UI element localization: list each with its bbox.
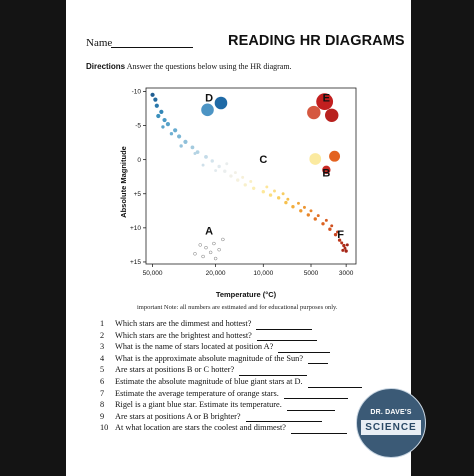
star-point (344, 247, 347, 250)
star-point (291, 205, 294, 208)
question-number: 6 (100, 376, 105, 386)
question-2 (100, 330, 362, 342)
star-point (173, 128, 177, 132)
answer-blank[interactable] (308, 355, 328, 364)
star-point (215, 97, 228, 110)
star-point (307, 213, 310, 216)
star-point (217, 165, 220, 168)
chart-ticks (130, 89, 354, 277)
star-point (340, 241, 343, 244)
star-point (218, 248, 221, 251)
region-label-f: F (337, 229, 345, 242)
x-tick-label: 10,000 (253, 270, 274, 277)
chart-region-labels (205, 93, 344, 241)
star-point (269, 193, 272, 196)
question-8 (100, 399, 362, 411)
star-point (325, 219, 328, 222)
name-label: Name (86, 37, 113, 49)
star-point (282, 192, 285, 195)
star-point (170, 132, 173, 135)
star-point (314, 217, 317, 220)
star-point (310, 209, 313, 212)
question-text: What is the name of stars located at position A? (115, 342, 274, 352)
star-point (265, 185, 268, 188)
region-label-b: B (322, 167, 331, 180)
answer-blank[interactable] (239, 367, 307, 376)
answer-blank[interactable] (257, 332, 317, 341)
dr-daves-science-logo (356, 388, 426, 458)
answer-blank[interactable] (256, 321, 312, 330)
star-point (153, 97, 157, 101)
answer-blank[interactable] (291, 425, 347, 434)
star-point (193, 252, 196, 255)
question-number: 8 (100, 400, 105, 410)
question-number: 9 (100, 411, 105, 421)
question-3 (100, 341, 362, 353)
star-point (307, 106, 320, 119)
star-point (202, 255, 205, 258)
x-tick-label: 5000 (303, 270, 319, 277)
star-point (241, 176, 244, 179)
answer-blank[interactable] (287, 402, 335, 411)
question-text: Which stars are the brightest and hottest? (115, 330, 252, 340)
star-point (244, 183, 247, 186)
y-tick-label: 0 (137, 156, 141, 164)
star-point (159, 110, 163, 114)
x-axis-label: Temperature (°C) (215, 290, 277, 299)
star-point (199, 243, 202, 246)
star-point (155, 104, 159, 108)
logo-word: SCIENCE (361, 420, 421, 435)
star-point (211, 159, 214, 162)
star-point (161, 125, 164, 128)
star-point (191, 145, 195, 149)
question-number: 1 (100, 319, 105, 328)
answer-blank[interactable] (246, 413, 322, 422)
star-point (214, 169, 217, 172)
star-point (321, 222, 324, 225)
question-text: Are stars at positions A or B brighter? (115, 411, 241, 421)
star-point (299, 209, 302, 212)
logo-top-text: DR. DAVE'S (370, 409, 412, 416)
answer-blank[interactable] (308, 379, 362, 388)
question-5 (100, 364, 362, 376)
worksheet (66, 0, 411, 476)
star-point (204, 155, 208, 159)
hr-diagram (66, 0, 411, 315)
answer-blank[interactable] (284, 390, 348, 399)
question-6 (100, 376, 362, 388)
star-point (249, 180, 252, 183)
star-point (277, 196, 280, 199)
y-tick-label: +10 (129, 225, 141, 233)
star-point (317, 214, 320, 217)
star-point (209, 251, 212, 254)
question-text: Are stars at positions B or C hotter? (115, 365, 235, 375)
star-point (214, 257, 217, 260)
question-number: 5 (100, 365, 105, 375)
question-list (100, 318, 362, 434)
star-point (201, 104, 214, 117)
star-point (162, 118, 166, 122)
region-label-d: D (205, 92, 214, 105)
star-point (342, 244, 345, 247)
star-point (193, 152, 196, 155)
question-number: 4 (100, 353, 105, 363)
star-point (325, 109, 338, 122)
star-point (303, 206, 306, 209)
star-point (223, 170, 226, 173)
footnote: important Note: all numbers are estimated and for educational purposes only. (137, 304, 338, 311)
directions-label: Directions (86, 62, 126, 71)
x-tick-label: 50,000 (142, 270, 163, 277)
question-7 (100, 388, 362, 400)
page-title: READING HR DIAGRAMS (228, 33, 405, 49)
star-point (166, 122, 170, 126)
directions-text: Answer the questions below using the HR diagram. (126, 62, 292, 71)
question-text: Estimate the absolute magnitude of blue giant stars at D. (115, 376, 303, 386)
star-point (212, 242, 215, 245)
region-label-c: C (259, 154, 268, 167)
question-text: Rigel is a giant blue star. Estimate its temperature. (115, 400, 282, 410)
question-number: 2 (100, 330, 105, 340)
star-point (297, 202, 300, 205)
question-text: At what location are stars the coolest and dimmest? (115, 423, 286, 433)
star-point (236, 178, 239, 181)
star-point (225, 162, 228, 165)
question-9 (100, 411, 362, 423)
question-10 (100, 422, 362, 434)
star-point (221, 238, 224, 241)
chart-points (150, 93, 348, 260)
star-point (341, 249, 344, 252)
star-point (229, 174, 232, 177)
y-tick-label: -10 (131, 88, 141, 96)
star-point (284, 201, 287, 204)
star-point (202, 164, 205, 167)
star-point (344, 249, 347, 252)
question-text: Estimate the average temperature of orange stars. (115, 388, 279, 398)
star-point (309, 153, 321, 165)
star-point (179, 144, 182, 147)
question-number: 10 (100, 423, 109, 433)
question-1 (100, 318, 362, 330)
star-point (183, 140, 187, 144)
question-text: Which stars are the dimmest and hottest? (115, 319, 252, 328)
star-point (156, 114, 160, 118)
question-number: 3 (100, 342, 105, 352)
star-point (330, 224, 333, 227)
region-label-e: E (322, 92, 331, 105)
y-axis-label: Absolute Magnitude (119, 146, 128, 218)
star-point (177, 134, 181, 138)
region-label-a: A (205, 225, 214, 238)
question-number: 7 (100, 388, 105, 398)
star-point (273, 190, 276, 193)
question-text: What is the approximate absolute magnitude of the Sun? (115, 353, 304, 363)
y-tick-label: +15 (129, 259, 141, 267)
x-tick-label: 3000 (338, 270, 354, 277)
star-point (328, 228, 331, 231)
y-tick-label: +5 (133, 190, 141, 198)
star-point (286, 198, 289, 201)
star-point (346, 243, 349, 246)
star-point (234, 171, 237, 174)
star-point (252, 187, 255, 190)
question-4 (100, 353, 362, 365)
answer-blank[interactable] (278, 344, 330, 353)
star-point (205, 246, 208, 249)
star-point (150, 93, 154, 97)
star-point (329, 151, 340, 162)
y-tick-label: -5 (135, 122, 141, 130)
x-tick-label: 20,000 (205, 270, 226, 277)
star-point (262, 190, 265, 193)
